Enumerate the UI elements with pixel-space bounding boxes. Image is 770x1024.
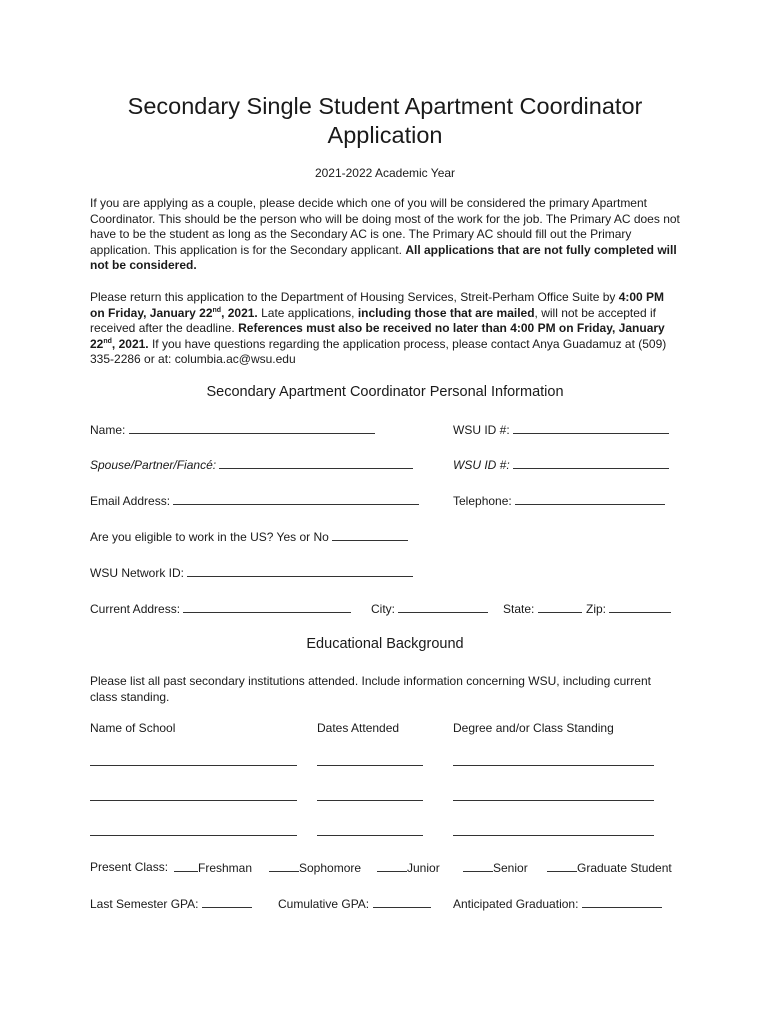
late-text: Late applications, [257, 305, 358, 320]
state-line[interactable] [538, 601, 582, 613]
present-class-label: Present Class: [90, 860, 169, 874]
intro-text: If you are applying as a couple, please decide which one of you will be considered the primary Apartment Coordinator. This should be the person who will be doing most of the work for the job. The Primary AC does not have to be the student as long as the Secondary AC is one. The Primary AC should fill out the Primary application. This application is for the Secondary applicant. [90, 196, 680, 257]
eligibility-field[interactable]: Are you eligible to work in the US? Yes or No [90, 529, 408, 545]
class-option-graduate[interactable]: Graduate Student [547, 860, 672, 876]
intro-paragraph-2 [90, 290, 682, 368]
dates-line-2[interactable] [317, 800, 423, 801]
school-line-3[interactable] [90, 835, 297, 836]
spouse-line[interactable] [219, 457, 413, 469]
col-degree-header: Degree and/or Class Standing [453, 721, 614, 735]
dates-line-1[interactable] [317, 765, 423, 766]
intro-paragraph-1 [90, 196, 682, 274]
email-field[interactable]: Email Address: [90, 493, 419, 509]
class-option-junior[interactable]: Junior [377, 860, 440, 876]
zip-field[interactable]: Zip: [586, 601, 671, 617]
eligibility-line[interactable] [332, 529, 408, 541]
address-field[interactable]: Current Address: [90, 601, 351, 617]
page-title: Secondary Single Student Apartment Coordinator Application [127, 93, 643, 148]
anticipated-graduation-field[interactable]: Anticipated Graduation: [453, 896, 662, 912]
personal-info-heading: Secondary Apartment Coordinator Personal Information [206, 384, 564, 400]
education-instructions: Please list all past secondary institutions attended. Include information concerning WSU, including current class standing. [90, 674, 651, 704]
city-line[interactable] [398, 601, 488, 613]
network-id-field[interactable]: WSU Network ID: [90, 565, 413, 581]
zip-line[interactable] [609, 601, 671, 613]
spouse-field[interactable]: Spouse/Partner/Fiancé: [90, 457, 413, 473]
name-line[interactable] [129, 422, 375, 434]
class-option-senior[interactable]: Senior [463, 860, 528, 876]
mailed-note: including those that are mailed [357, 305, 535, 320]
col-school-header: Name of School [90, 721, 176, 735]
cumulative-gpa-field[interactable]: Cumulative GPA: [278, 896, 431, 912]
degree-line-2[interactable] [453, 800, 654, 801]
return-text: Please return this application to the Department of Housing Services, Streit-Perham Office Suite by [90, 290, 619, 304]
last-gpa-line[interactable] [202, 896, 252, 908]
graduation-line[interactable] [582, 896, 662, 908]
education-heading: Educational Background [306, 636, 464, 652]
network-id-line[interactable] [187, 565, 413, 577]
telephone-field[interactable]: Telephone: [453, 493, 665, 509]
spouse-wsu-id-field[interactable]: WSU ID #: [453, 457, 669, 473]
references-deadline: References must also be received no later than 4:00 PM on Friday, January 22nd, 2021. [90, 321, 665, 351]
academic-year: 2021-2022 Academic Year [314, 166, 456, 180]
wsu-id-line[interactable] [513, 422, 669, 434]
col-dates-header: Dates Attended [317, 721, 400, 735]
name-field[interactable]: Name: [90, 422, 375, 438]
school-line-1[interactable] [90, 765, 297, 766]
class-option-freshman[interactable]: Freshman [174, 860, 252, 876]
deadline-text: , will not be accepted if received after the deadline. [90, 305, 656, 336]
telephone-line[interactable] [515, 493, 665, 505]
deadline: 4:00 PM on Friday, January 22nd, 2021. [90, 290, 665, 320]
degree-line-3[interactable] [453, 835, 654, 836]
contact-text: If you have questions regarding the application process, please contact Anya Guadamuz at (509) 335-2286 or at: columbia.ac@wsu.edu [90, 336, 667, 367]
city-field[interactable]: City: [371, 601, 488, 617]
cum-gpa-line[interactable] [373, 896, 431, 908]
class-option-sophomore[interactable]: Sophomore [269, 860, 361, 876]
state-field[interactable]: State: [503, 601, 582, 617]
school-line-2[interactable] [90, 800, 297, 801]
email-line[interactable] [173, 493, 419, 505]
spouse-wsu-id-line[interactable] [513, 457, 669, 469]
last-semester-gpa-field[interactable]: Last Semester GPA: [90, 896, 252, 912]
dates-line-3[interactable] [317, 835, 423, 836]
address-line[interactable] [183, 601, 351, 613]
intro-warning: All applications that are not fully completed will not be considered. [90, 242, 677, 273]
wsu-id-field[interactable]: WSU ID #: [453, 422, 669, 438]
degree-line-1[interactable] [453, 765, 654, 766]
